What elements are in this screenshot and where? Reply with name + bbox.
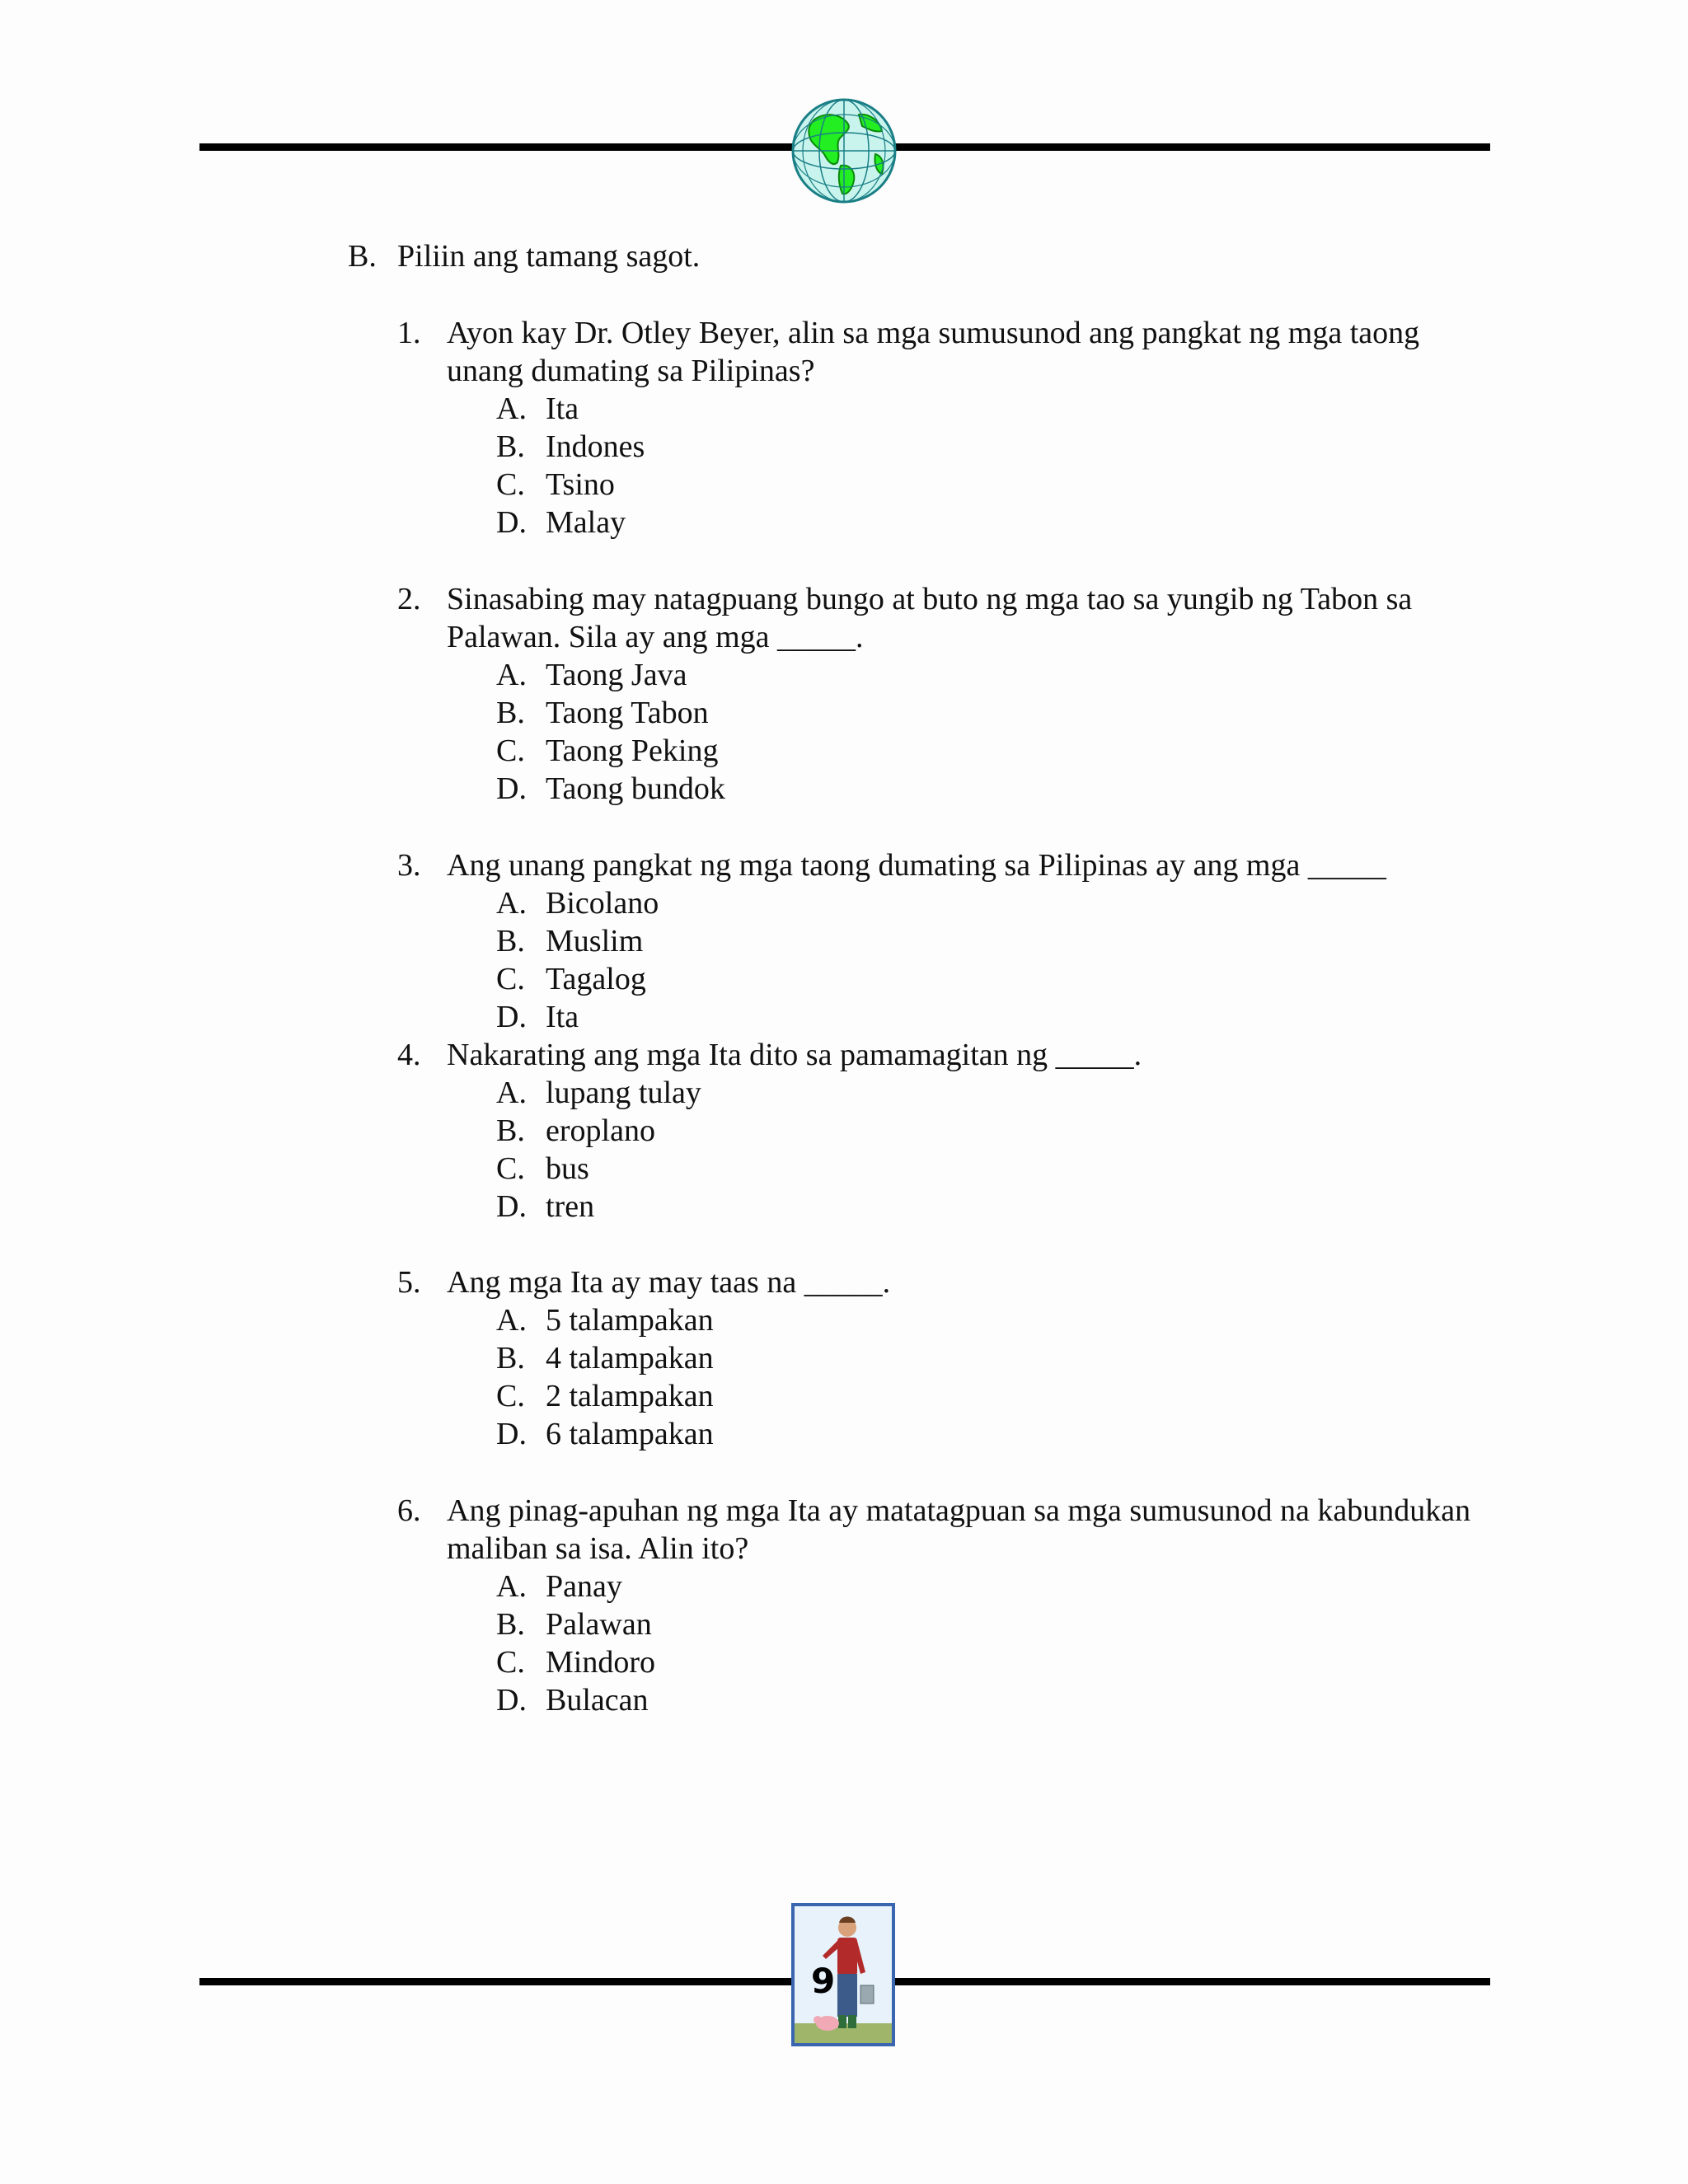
option-letter: D. xyxy=(496,1189,527,1224)
option-b xyxy=(496,1339,1502,1377)
page-number: 9 xyxy=(811,1961,836,2001)
option-text: Palawan xyxy=(546,1607,652,1642)
option-letter: D. xyxy=(496,1000,527,1034)
farmer-illustration xyxy=(795,1906,892,2043)
option-b xyxy=(496,922,1502,960)
question-1 xyxy=(397,314,1502,541)
option-d xyxy=(496,1188,1502,1226)
option-letter: A. xyxy=(496,1569,527,1604)
option-d xyxy=(496,1681,1502,1719)
option-letter: C. xyxy=(496,1645,525,1680)
page-number-badge xyxy=(791,1903,895,2046)
option-text: Taong Peking xyxy=(546,733,719,768)
option-text: Tagalog xyxy=(546,962,646,996)
option-letter: D. xyxy=(496,1417,527,1451)
option-text: Tsino xyxy=(546,467,615,502)
option-text: Taong Tabon xyxy=(546,696,709,730)
option-letter: B. xyxy=(496,1113,525,1148)
option-text: Bicolano xyxy=(546,886,659,921)
question-2 xyxy=(397,580,1502,808)
option-b xyxy=(496,428,1502,466)
option-d xyxy=(496,770,1502,808)
option-letter: B. xyxy=(496,924,525,958)
option-b xyxy=(496,1112,1502,1150)
option-a xyxy=(496,390,1502,428)
option-c xyxy=(496,960,1502,998)
option-letter: C. xyxy=(496,467,525,502)
option-letter: C. xyxy=(496,1379,525,1413)
option-text: Taong bundok xyxy=(546,771,725,806)
option-a xyxy=(496,1074,1502,1112)
option-letter: B. xyxy=(496,1341,525,1376)
question-text: Nakarating ang mga Ita dito sa pamamagitan ng _____. xyxy=(447,1038,1142,1072)
option-list xyxy=(397,1074,1502,1226)
option-letter: B. xyxy=(496,429,525,464)
question-number: 4. xyxy=(397,1038,421,1072)
option-text: 6 talampakan xyxy=(546,1417,714,1451)
option-list xyxy=(397,1568,1502,1719)
question-text: Ang unang pangkat ng mga taong dumating sa Pilipinas ay ang mga _____ xyxy=(447,848,1386,883)
option-text: 5 talampakan xyxy=(546,1303,714,1338)
option-text: lupang tulay xyxy=(546,1076,701,1110)
question-text: Ayon kay Dr. Otley Beyer, alin sa mga sumusunod ang pangkat ng mga taong unang dumating sa Pilipinas? xyxy=(447,316,1420,388)
question-5 xyxy=(397,1263,1502,1453)
option-text: Taong Java xyxy=(546,658,687,692)
option-text: tren xyxy=(546,1189,595,1224)
question-text: Ang pinag-apuhan ng mga Ita ay matatagpuan sa mga sumusunod na kabundukan maliban sa isa. Alin ito? xyxy=(447,1493,1471,1566)
option-a xyxy=(496,1301,1502,1339)
section-letter: B. xyxy=(348,239,377,274)
question-number: 6. xyxy=(397,1493,421,1528)
option-text: 2 talampakan xyxy=(546,1379,714,1413)
option-letter: A. xyxy=(496,391,527,426)
option-d xyxy=(496,998,1502,1036)
question-number: 1. xyxy=(397,316,421,350)
option-letter: C. xyxy=(496,962,525,996)
option-text: Muslim xyxy=(546,924,644,958)
option-text: Panay xyxy=(546,1569,622,1604)
option-c xyxy=(496,1377,1502,1415)
option-list xyxy=(397,390,1502,541)
section-instruction: Piliin ang tamang sagot. xyxy=(397,239,701,274)
option-letter: D. xyxy=(496,1683,527,1718)
option-letter: A. xyxy=(496,886,527,921)
option-text: Malay xyxy=(546,505,626,540)
question-6 xyxy=(397,1492,1502,1719)
option-a xyxy=(496,656,1502,694)
question-number: 3. xyxy=(397,848,421,883)
option-list xyxy=(397,656,1502,808)
option-text: eroplano xyxy=(546,1113,655,1148)
option-c xyxy=(496,1643,1502,1681)
option-d xyxy=(496,504,1502,541)
option-text: Ita xyxy=(546,391,579,426)
option-text: Mindoro xyxy=(546,1645,655,1680)
option-letter: C. xyxy=(496,1151,525,1186)
option-list xyxy=(397,884,1502,1036)
option-c xyxy=(496,1150,1502,1188)
option-text: 4 talampakan xyxy=(546,1341,714,1376)
option-text: bus xyxy=(546,1151,589,1186)
option-list xyxy=(397,1301,1502,1453)
option-letter: B. xyxy=(496,696,525,730)
option-c xyxy=(496,732,1502,770)
question-text: Ang mga Ita ay may taas na _____. xyxy=(447,1265,891,1300)
option-letter: A. xyxy=(496,658,527,692)
question-3 xyxy=(397,846,1502,1036)
option-letter: D. xyxy=(496,505,527,540)
option-a xyxy=(496,1568,1502,1605)
option-d xyxy=(496,1415,1502,1453)
question-text: Sinasabing may natagpuang bungo at buto ng mga tao sa yungib ng Tabon sa Palawan. Sila ay ang mga _____. xyxy=(447,582,1413,654)
option-text: Bulacan xyxy=(546,1683,649,1718)
question-4 xyxy=(397,1036,1502,1226)
option-letter: D. xyxy=(496,771,527,806)
option-c xyxy=(496,466,1502,504)
option-letter: A. xyxy=(496,1303,527,1338)
question-number: 5. xyxy=(397,1265,421,1300)
option-a xyxy=(496,884,1502,922)
option-letter: B. xyxy=(496,1607,525,1642)
question-number: 2. xyxy=(397,582,421,616)
option-text: Ita xyxy=(546,1000,579,1034)
option-text: Indones xyxy=(546,429,645,464)
globe-icon xyxy=(790,96,898,205)
option-b xyxy=(496,694,1502,732)
option-letter: A. xyxy=(496,1076,527,1110)
option-b xyxy=(496,1605,1502,1643)
option-letter: C. xyxy=(496,733,525,768)
